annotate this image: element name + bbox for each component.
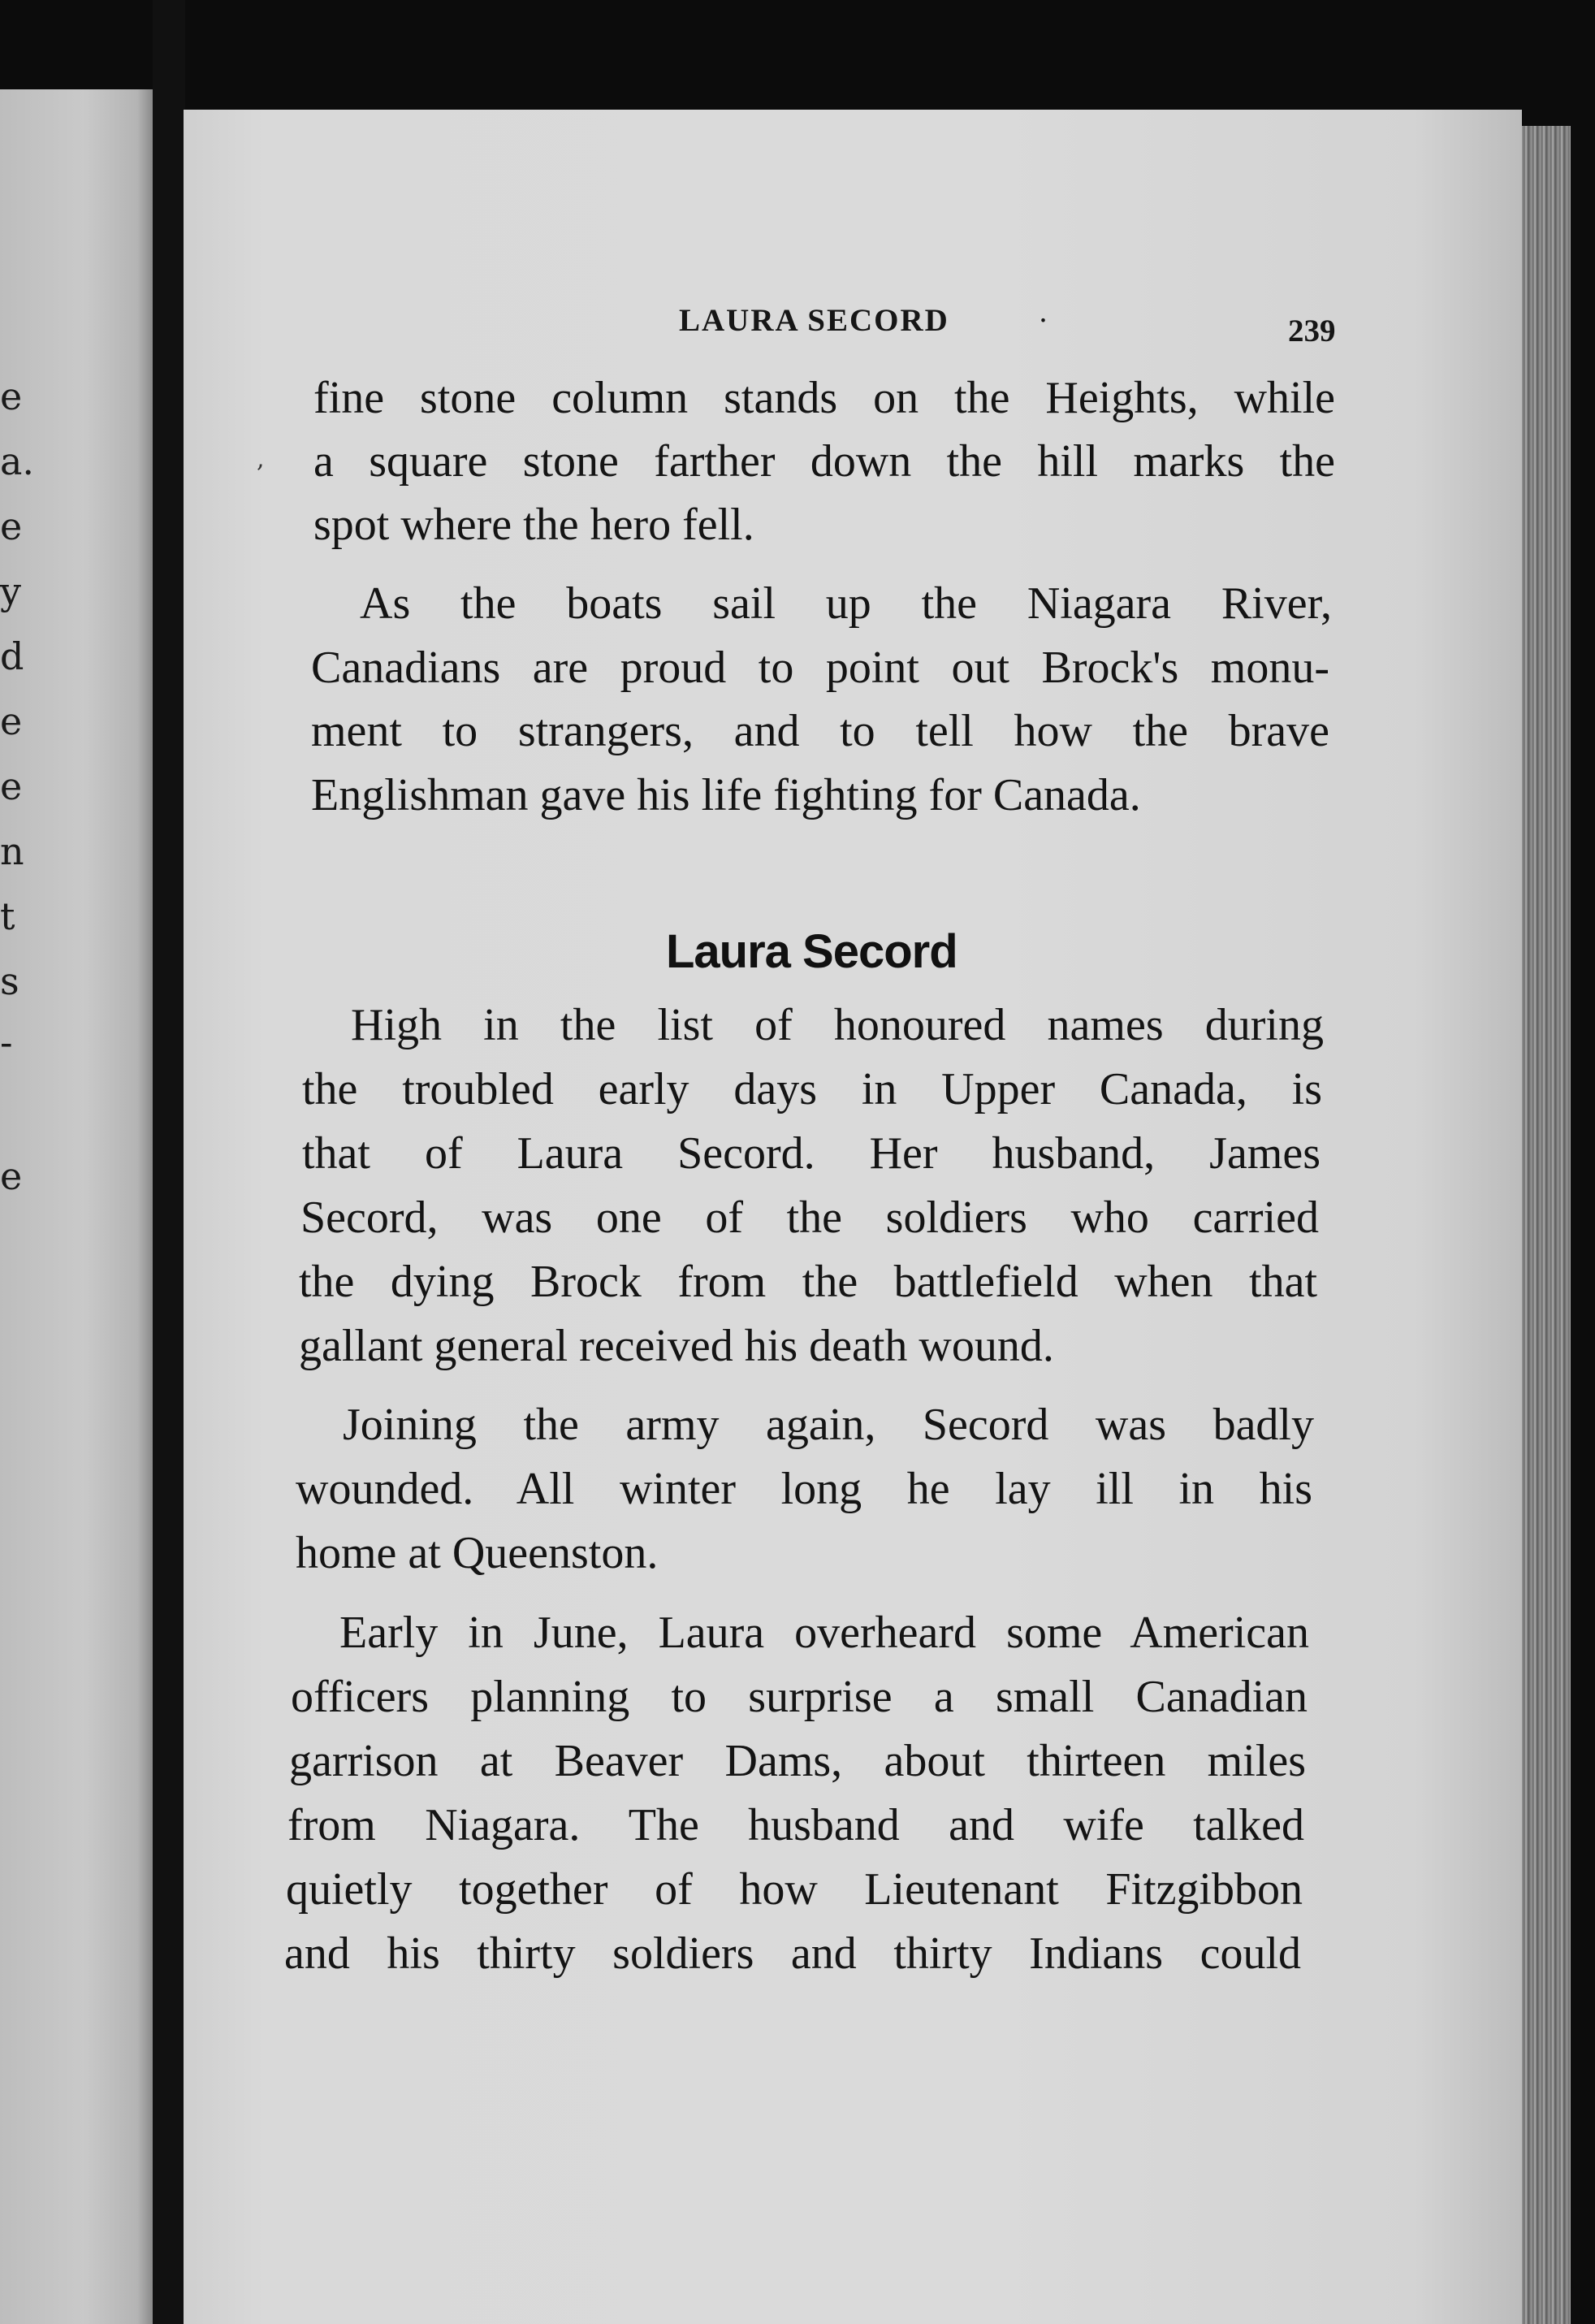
facing-page-letter: e — [0, 504, 23, 548]
text-line: and his thirty soldiers and thirty Indians could — [284, 1928, 1301, 1979]
text-line: officers planning to surprise a small Canadian — [291, 1672, 1308, 1722]
text-line: from Niagara. The husband and wife talked — [287, 1800, 1304, 1850]
book-gutter — [153, 0, 185, 2324]
text-line: ment to strangers, and to tell how the brave — [311, 706, 1329, 756]
facing-page-letter: e — [0, 764, 23, 808]
text-line: Canadians are proud to point out Brock's monu- — [311, 643, 1329, 693]
margin-mark: , — [257, 445, 265, 474]
text-line: fine stone column stands on the Heights, while — [313, 373, 1335, 423]
text-line: Early in June, Laura overheard some American — [339, 1608, 1309, 1658]
running-head: LAURA SECORD — [679, 303, 949, 338]
section-title: Laura Secord — [666, 925, 957, 978]
facing-page-letter: a. — [0, 439, 35, 483]
facing-page-letter: t — [0, 894, 15, 938]
text-line: a square stone farther down the hill marks the — [313, 436, 1335, 487]
facing-page-letter: s — [0, 959, 19, 1003]
page-number: 239 — [1288, 314, 1336, 348]
facing-page-letter: n — [0, 829, 24, 873]
text-line: garrison at Beaver Dams, about thirteen miles — [289, 1736, 1306, 1786]
text-line: As the boats sail up the Niagara River, — [360, 578, 1332, 629]
facing-page-edge — [0, 89, 153, 2324]
text-line: Secord, was one of the soldiers who carried — [300, 1192, 1319, 1243]
facing-page-letter: e — [0, 374, 23, 418]
text-line: wounded. All winter long he lay ill in his — [296, 1464, 1312, 1514]
text-line: Englishman gave his life fighting for Canada. — [311, 770, 1141, 820]
running-head-dot: · — [1038, 303, 1048, 338]
text-line: Joining the army again, Secord was badly — [343, 1400, 1314, 1450]
text-line: the troubled early days in Upper Canada, is — [302, 1064, 1322, 1114]
page-edge-stack — [1522, 126, 1571, 2324]
text-line: quietly together of how Lieutenant Fitzgibbon — [286, 1864, 1303, 1915]
facing-page-letter: e — [0, 699, 23, 743]
text-line: home at Queenston. — [296, 1528, 659, 1578]
text-line: gallant general received his death wound. — [299, 1321, 1054, 1371]
facing-page-letter: d — [0, 634, 24, 678]
text-line: that of Laura Secord. Her husband, James — [302, 1128, 1321, 1179]
facing-page-letter: y — [0, 569, 21, 613]
text-line: spot where the hero fell. — [313, 500, 754, 550]
text-line: High in the list of honoured names during — [351, 1000, 1324, 1050]
facing-page-letter: - — [0, 1020, 13, 1064]
text-line: the dying Brock from the battlefield when that — [299, 1257, 1317, 1307]
facing-page-letter: e — [0, 1154, 23, 1198]
